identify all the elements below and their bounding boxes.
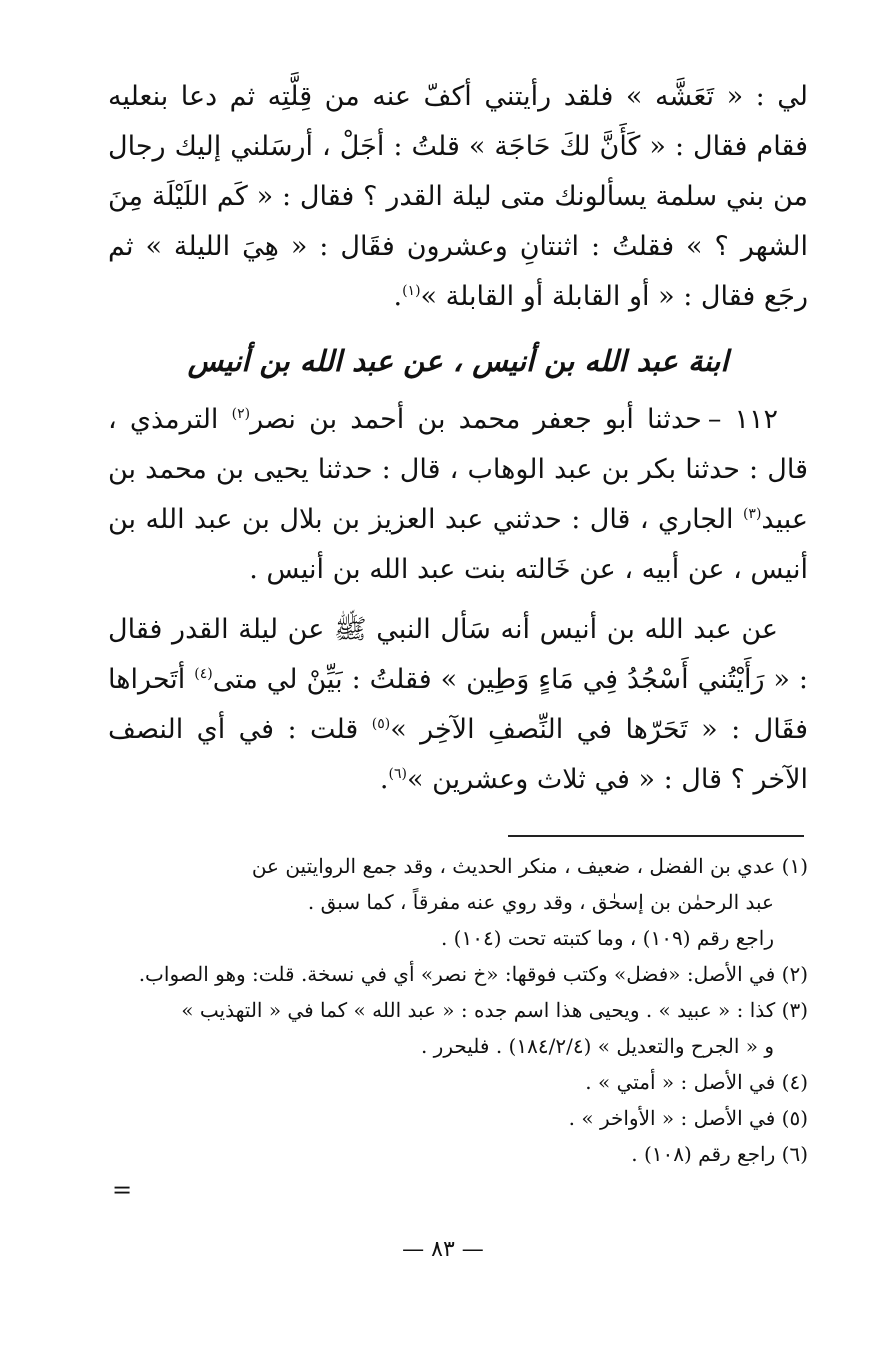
- footnote-1-continuation: عبد الرحمٰن بن إسحٰق ، وقد روي عنه مفرقاً ، كما سبق .: [307, 890, 774, 914]
- paragraph-2-text-a: حدثنا أبو جعفر محمد بن أحمد بن نصر: [250, 404, 702, 435]
- footnote-divider: [508, 835, 804, 837]
- footnote-ref-1: (١): [402, 283, 421, 299]
- footnote-3-continuation: و « الجرح والتعديل » (١٨٤/٢/٤) . فليحرر .: [420, 1034, 774, 1058]
- footnote-5: (٥) في الأصل : « الأواخر » .: [568, 1106, 808, 1130]
- paragraph-2-text-c: الجاري ، قال : حدثني عبد العزيز بن بلال بن عبد الله بن أنيس ، عن أبيه ، عن خَالته بنت عبد الله بن أنيس .: [108, 504, 808, 585]
- paragraph-2-text-b: الترمذي ، قال : حدثنا بكر بن عبد الوهاب ، قال : حدثنا يحيى بن محمد بن عبيد: [108, 404, 808, 535]
- footnote-3: [108, 992, 808, 1064]
- footnote-6: (٦) راجع رقم (١٠٨) .: [631, 1142, 808, 1166]
- paragraph-2: [108, 395, 808, 595]
- hadith-number: ١١٢ –: [707, 404, 778, 435]
- paragraph-1-text: لي : « تَعَشَّه » فلقد رأيتني أكفّ عنه من قِلَّتِه ثم دعا بنعليه فقام فقال : « كَأَنَّ لكَ حَاجَة » قلتُ : أجَلْ ، أرسَلني إليك رجال من بني سلمة يسألونك متى ليلة القدر ؟ فقال : « كَم اللَيْلَة مِنَ الشهر ؟ » فقلتُ : اثنتانِ وعشرون فقَال : « هِيَ الليلة » ثم رجَع فقال : « أو القابلة أو القابلة »: [108, 81, 808, 312]
- section-heading: ابنة عبد الله بن أنيس ، عن عبد الله بن أنيس: [187, 344, 729, 378]
- footnote-ref-2: (٢): [231, 406, 251, 422]
- paragraph-1: لي : « تَعَشَّه » فلقد رأيتني أكفّ عنه من قِلَّتِه ثم دعا بنعليه فقام فقال : « كَأَنَّ لكَ حَاجَة » قلتُ : أجَلْ ، أرسَلني إليك رجال من بني سلمة يسألونك متى ليلة القدر ؟ فقال : « كَم اللَيْلَة مِنَ الشهر ؟ » فقلتُ : اثنتانِ وعشرون فقَال : « هِيَ الليلة » ثم رجَع فقال : « أو القابلة أو القابلة »$^{(١)}$.: [108, 81, 808, 312]
- footnote-1-reference: راجع رقم (١٠٩) ، وما كتبته تحت (١٠٤) .: [440, 926, 774, 950]
- footnote-1: [108, 848, 808, 920]
- footnote-2: (٢) في الأصل: «فضل» وكتب فوقها: «خ نصر» أي في نسخة. قلت: وهو الصواب.: [138, 962, 808, 986]
- footnote-3-text: (٣) كذا : « عبيد » . ويحيى هذا اسم جده : « عبد الله » كما في « التهذيب »: [181, 998, 808, 1022]
- paragraph-3-text-c: قلت : في أي النصف الآخر ؟ قال : « في ثلاث وعشرين »: [108, 714, 808, 795]
- footnotes: [108, 848, 808, 1172]
- footnote-ref-6: (٦): [388, 766, 407, 782]
- continuation-mark: =: [112, 1176, 133, 1204]
- paragraph-3-text-a: عن عبد الله بن أنيس أنه سَأل النبي ﷺ عن ليلة القدر فقال : « رَأَيْتُني أَسْجُدُ فِي مَاءٍ وَطِين » فقلتُ : بَيِّنْ لي متى: [108, 614, 808, 695]
- footnote-4: (٤) في الأصل : « أمتي » .: [585, 1070, 808, 1094]
- footnote-ref-3: (٣): [742, 506, 762, 522]
- footnote-1-text: (١) عدي بن الفضل ، ضعيف ، منكر الحديث ، وقد جمع الروايتين عن: [251, 854, 808, 878]
- paragraph-3-text-b: أتَحراها فقَال : « تَحَرّها في النِّصفِ الآخِر »: [108, 664, 808, 745]
- footnote-ref-4: (٤): [194, 666, 213, 682]
- footnote-ref-5: (٥): [371, 716, 391, 732]
- page-number: — ٨٣ —: [402, 1237, 484, 1262]
- paragraph-3: عن عبد الله بن أنيس أنه سَأل النبي ﷺ عن ليلة القدر فقال : « رَأَيْتُني أَسْجُدُ فِي مَاءٍ وَطِين » فقلتُ : بَيِّنْ لي متى$^{(٤)}$ أتَحراها فقَال : « تَحَرّها في النِّصفِ الآخِر »$^{(٥)}$ قلت : في أي النصف الآخر ؟ قال : « في ثلاث وعشرين »$^{(٦)}$.: [108, 614, 808, 795]
